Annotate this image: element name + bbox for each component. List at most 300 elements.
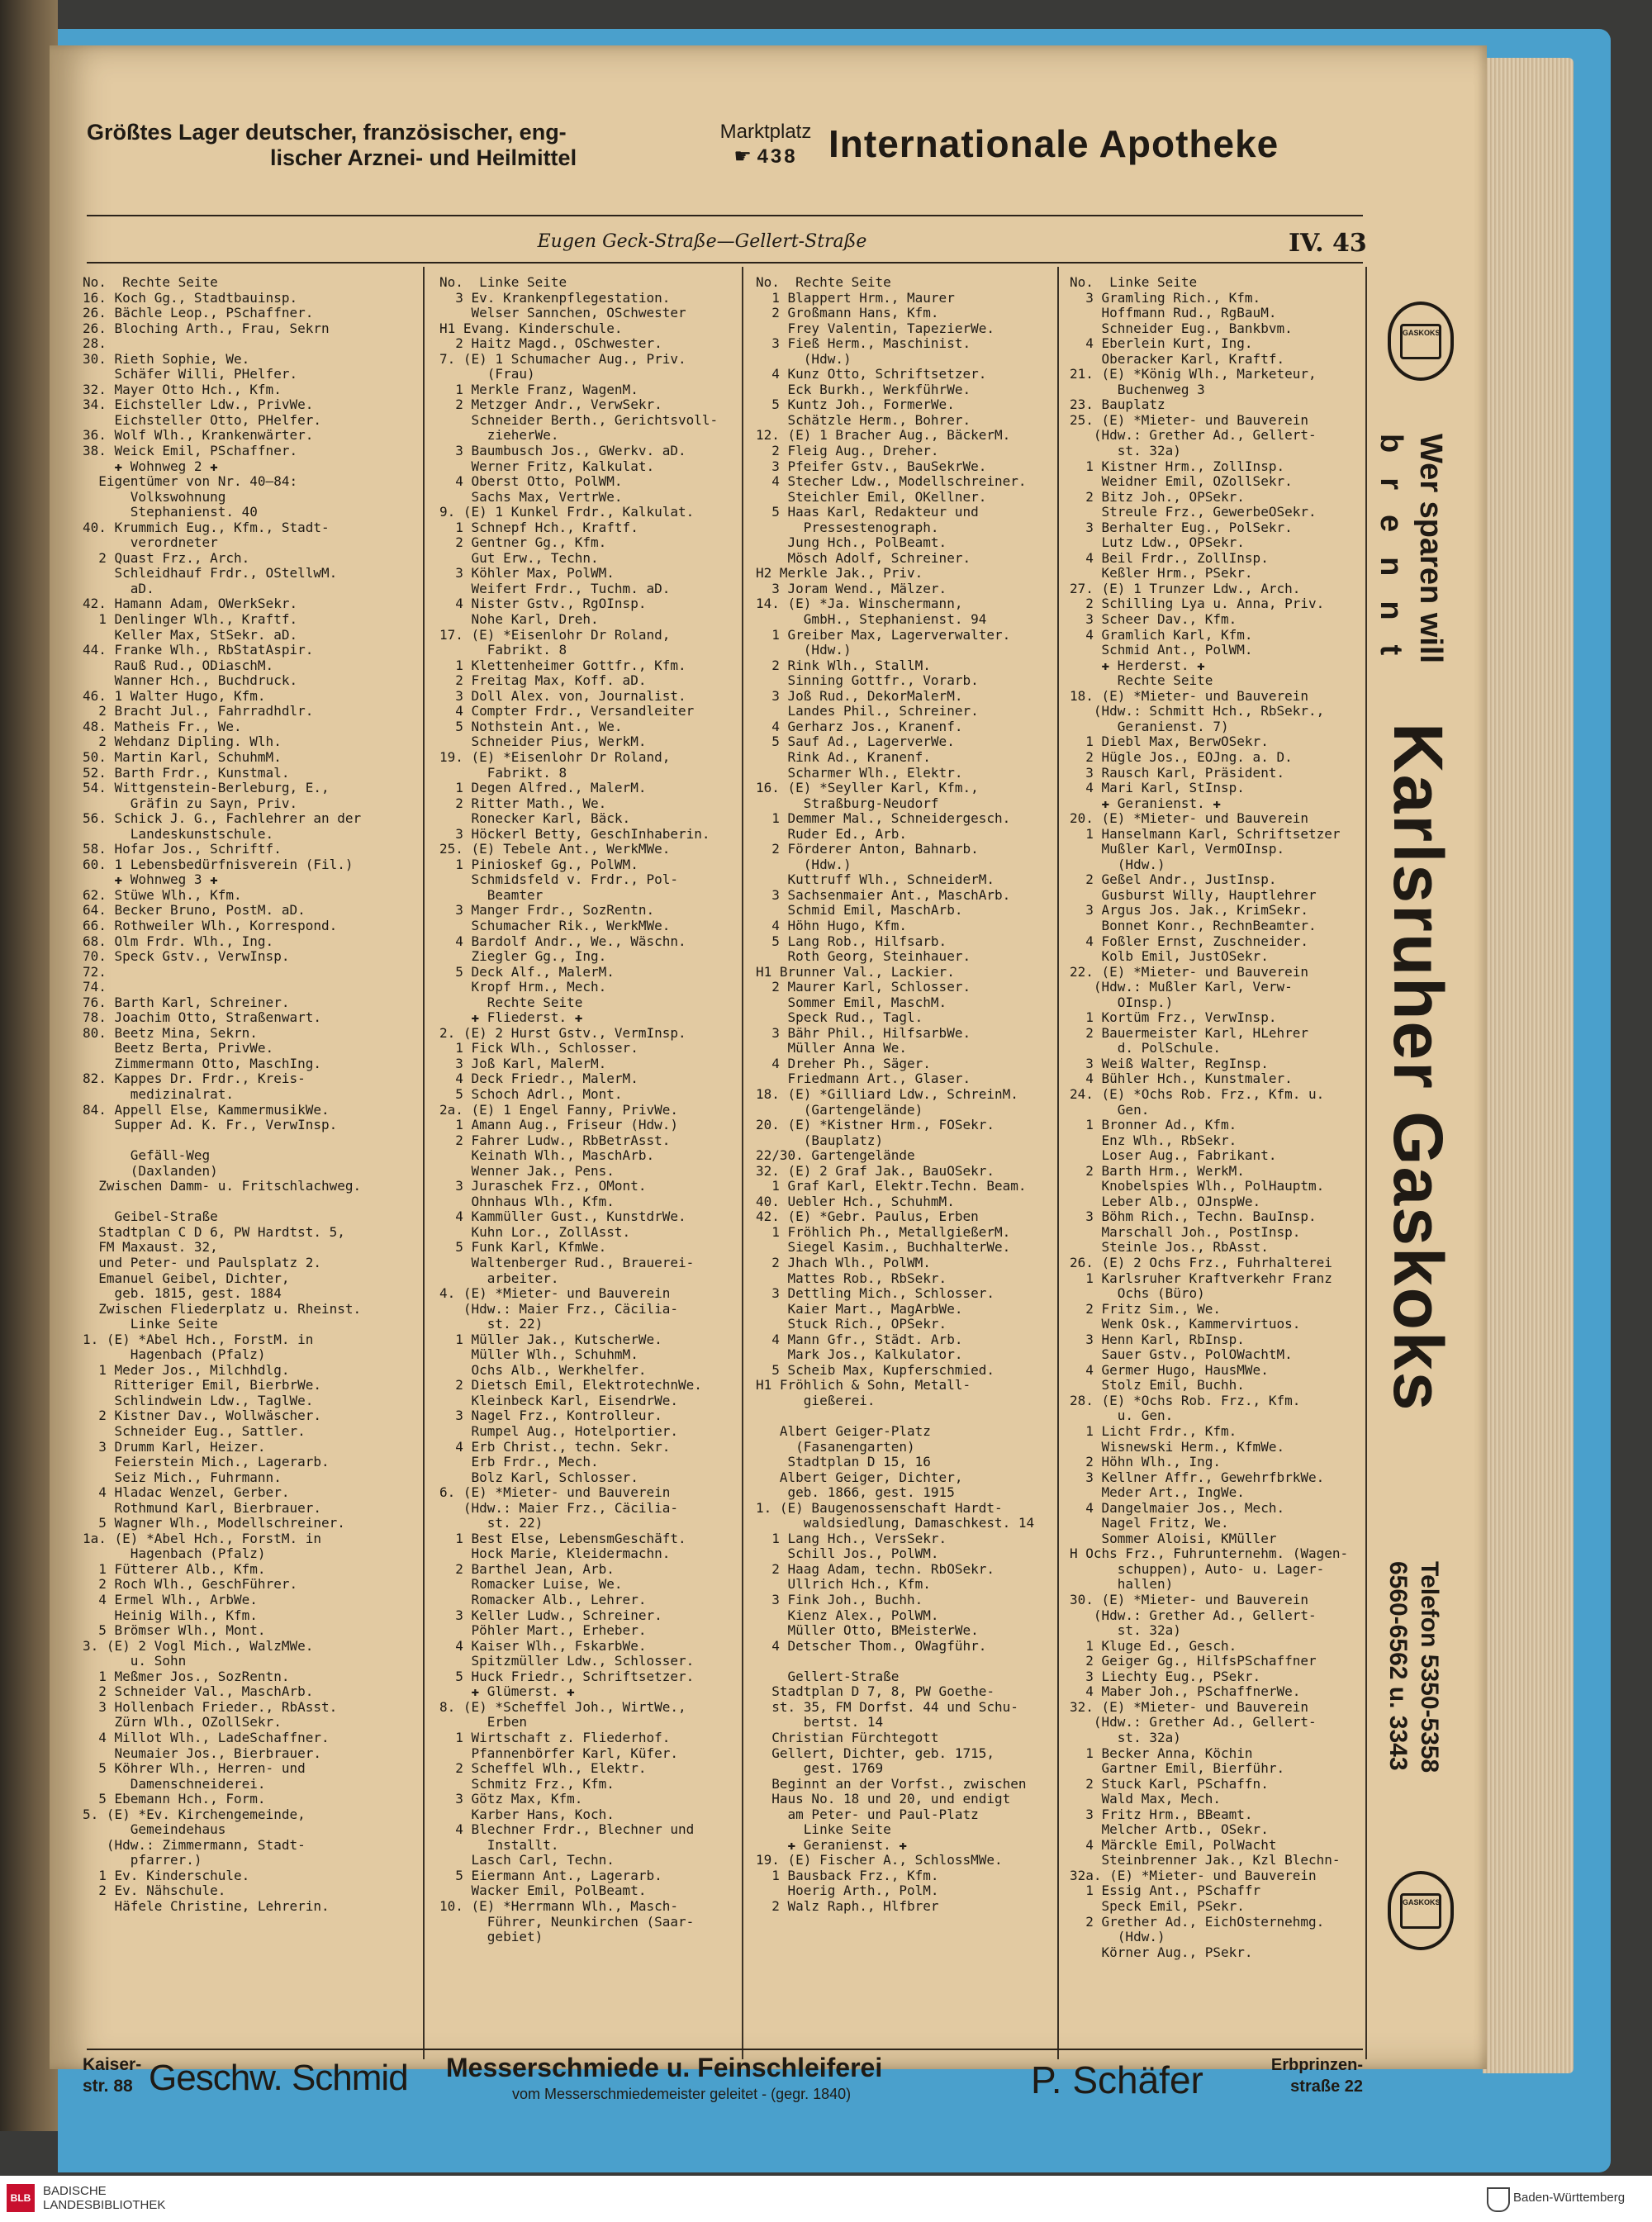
directory-line: gebiet) [439,1929,544,1945]
directory-line: 2 Haitz Magd., OSchwester. [439,335,662,352]
directory-line: 1 Schnepf Hch., Kraftf. [439,519,638,535]
directory-line: Zwischen Fliederplatz u. Rheinst. [83,1300,362,1317]
directory-line: 5 Nothstein Ant., We. [439,718,623,734]
directory-line: 18. (E) *Gilliard Ldw., SchreinM. [756,1085,1018,1102]
footer-shop-name: Geschw. Schmid [149,2058,408,2098]
directory-line: 1 Licht Frdr., Kfm. [1070,1423,1237,1440]
directory-line: 5 Kuntz Joh., FormerWe. [756,396,955,413]
directory-line: 3 Bähr Phil., HilfsarbWe. [756,1024,971,1041]
directory-line: 4 Kaiser Wlh., FskarbWe. [439,1637,647,1654]
directory-line: OInsp.) [1070,994,1174,1010]
directory-line: Eck Burkh., WerkführWe. [756,381,971,397]
directory-line: 28. [83,335,107,352]
directory-line: 12. (E) 1 Bracher Aug., BäckerM. [756,427,1011,444]
directory-line: Weidner Emil, OZollSekr. [1070,473,1293,490]
directory-line: 3 Köhler Max, PolWM. [439,565,615,582]
directory-line: Mattes Rob., RbSekr. [756,1270,947,1286]
directory-line: Bolz Karl, Schlosser. [439,1469,638,1485]
directory-line: Kuhn Lor., ZollAsst. [439,1223,631,1240]
page-number: IV. 43 [1289,229,1367,258]
footer-schaefer: P. Schäfer [1031,2058,1203,2101]
directory-line: Schneider Eug., Sattler. [83,1423,306,1440]
directory-line: 3 Doll Alex. von, Journalist. [439,687,686,704]
directory-line: 4 Kammüller Gust., KunstdrWe. [439,1208,686,1225]
directory-line: 3 Manger Frdr., SozRentn. [439,902,655,919]
directory-line: 80. Beetz Mina, Sekrn. [83,1024,258,1041]
gaskoks-badge-icon: GASKOKS [1388,1871,1454,1950]
directory-line: 4 Foßler Ernst, Zuschneider. [1070,933,1308,949]
side-ad-phone-2: 6560-6562 u. 3343 [1384,1561,1412,1771]
directory-line: u. Gen. [1070,1408,1174,1424]
directory-line: 2 Bauermeister Karl, HLehrer [1070,1024,1308,1041]
directory-line: No. Rechte Seite [83,275,218,290]
directory-column-3 [756,275,1045,1915]
directory-line: 26. Bächle Leop., PSchaffner. [83,305,314,321]
header-ad-line2: lischer Arznei- und Heilmittel [270,145,577,170]
directory-line: Neumaier Jos., Bierbrauer. [83,1745,321,1761]
directory-line: 82. Kappes Dr. Frdr., Kreis- [83,1071,306,1087]
directory-line: Hagenbach (Pfalz) [83,1346,266,1363]
directory-line: 22. (E) *Mieter- und Bauverein [1070,963,1308,980]
directory-line: 2 Metzger Andr., VerwSekr. [439,396,662,413]
directory-line: 4 Detscher Thom., OWagführ. [756,1637,987,1654]
directory-line: Gräfin zu Sayn, Priv. [83,795,298,811]
directory-line: ✚ Wohnweg 2 ✚ [83,458,218,474]
directory-line: Gellert-Straße [756,1668,900,1684]
directory-line: 2 Bracht Jul., Fahrradhdlr. [83,703,314,719]
directory-line: Zimmermann Otto, MaschIng. [83,1055,321,1071]
directory-line: Oberacker Karl, Kraftf. [1070,350,1285,367]
directory-line: 1 Essig Ant., PSchaffr [1070,1883,1261,1899]
directory-line: Gartner Emil, Bierführ. [1070,1760,1285,1777]
directory-line: d. PolSchule. [1070,1040,1222,1056]
directory-line: Landes Phil., Schreiner. [756,703,979,719]
directory-line: Volkswohnung [83,488,226,505]
directory-line: 2 Dietsch Emil, ElektrotechnWe. [439,1377,702,1393]
directory-line: 3 Joß Karl, MalerM. [439,1055,607,1071]
directory-line: (Gartengelände) [756,1101,923,1118]
directory-line: 2 Gentner Gg., Kfm. [439,534,607,551]
directory-line: 4 Millot Wlh., LadeSchaffner. [83,1729,330,1745]
directory-line: 2 Freitag Max, Koff. aD. [439,672,647,689]
directory-line: 84. Appell Else, KammermusikWe. [83,1101,330,1118]
directory-line: 3 Nagel Frz., Kontrolleur. [439,1408,662,1424]
directory-line: (Hdw.: Zimmermann, Stadt- [83,1836,306,1853]
directory-line: 1 Demmer Mal., Schneidergesch. [756,810,1011,827]
directory-line: GmbH., Stephanienst. 94 [756,611,987,628]
directory-line: 3 Kellner Affr., GewehrfbrkWe. [1070,1469,1325,1485]
directory-line: ✚ Geranienst. ✚ [1070,795,1222,811]
directory-line: ✚ Geranienst. ✚ [756,1836,908,1853]
directory-line: 5 Deck Alf., MalerM. [439,963,615,980]
directory-line: st. 32a) [1070,443,1181,459]
pharmacy-title: Internationale Apotheke [828,122,1279,165]
directory-line: Mark Jos., Kalkulator. [756,1346,963,1363]
directory-line: H2 Merkle Jak., Priv. [756,565,923,582]
directory-line: 2 Höhn Wlh., Ing. [1070,1454,1222,1470]
directory-line [83,1194,409,1210]
directory-line: 2 Jhach Wlh., PolWM. [756,1255,931,1270]
directory-line: 25. (E) *Mieter- und Bauverein [1070,411,1308,428]
directory-line: 3 Sachsenmaier Ant., MaschArb. [756,886,1011,903]
directory-line: 1 Best Else, LebensmGeschäft. [439,1530,686,1546]
directory-line: 3 Rausch Karl, Präsident. [1070,764,1285,781]
directory-line: ✚ Fliederst. ✚ [439,1009,583,1026]
directory-line: Geibel-Straße [83,1208,218,1225]
directory-line: 1 Hanselmann Karl, Schriftsetzer [1070,825,1341,842]
directory-line: 20. (E) *Kistner Hrm., FOSekr. [756,1117,995,1133]
directory-line: st. 22) [439,1316,544,1332]
directory-line: 66. Rothweiler Wlh., Korrespond. [83,917,338,933]
directory-line: No. Linke Seite [439,275,567,290]
directory-line: Hagenbach (Pfalz) [83,1545,266,1562]
directory-line: 2 Schneider Val., MaschArb. [83,1683,314,1700]
directory-line: aD. [83,580,154,596]
directory-line: 4 Nister Gstv., RgOInsp. [439,596,647,612]
directory-line: Ronecker Karl, Bäck. [439,810,631,827]
directory-line: 24. (E) *Ochs Rob. Frz., Kfm. u. [1070,1085,1325,1102]
directory-line: 5 Funk Karl, KfmWe. [439,1239,607,1256]
directory-line: Gemeindehaus [83,1821,226,1838]
directory-line: medizinalrat. [83,1085,235,1102]
directory-line: Jung Hch., PolBeamt. [756,534,947,551]
directory-line: (Hdw.: Grether Ad., Gellert- [1070,1714,1317,1731]
directory-line: 19. (E) *Eisenlohr Dr Roland, [439,748,671,765]
gaskoks-side-advertisement [1374,301,1474,1906]
directory-line: 3 Berhalter Eug., PolSekr. [1070,519,1293,535]
directory-line: 38. Weick Emil, PSchaffner. [83,443,298,459]
directory-line: Gut Erw., Techn. [439,549,599,566]
directory-line: 1 Degen Alfred., MalerM. [439,780,647,796]
directory-line: 1 Kistner Hrm., ZollInsp. [1070,458,1285,474]
directory-line: 1 Bausback Frz., Kfm. [756,1867,939,1883]
column-divider [1057,267,1059,2059]
directory-line: Schätzle Herm., Bohrer. [756,411,971,428]
directory-line: 1 Kortüm Frz., VerwInsp. [1070,1009,1277,1026]
directory-line: Kolb Emil, JustOSekr. [1070,948,1269,965]
directory-line: 27. (E) 1 Trunzer Ldw., Arch. [1070,580,1301,596]
directory-line: 5 Schoch Adrl., Mont. [439,1085,623,1102]
directory-line: st. 22) [439,1515,544,1531]
directory-line: 2 Großmann Hans, Kfm. [756,305,939,321]
directory-line: 44. Franke Wlh., RbStatAspir. [83,642,314,658]
directory-line: 16. Koch Gg., Stadtbauinsp. [83,289,298,306]
directory-line: 26. (E) 2 Ochs Frz., Fuhrhalterei [1070,1255,1332,1270]
directory-line: Damenschneiderei. [83,1775,266,1792]
bw-name: Baden-Württemberg [1513,2191,1626,2205]
directory-line: (Hdw.: Grether Ad., Gellert- [1070,1607,1317,1623]
running-head: Eugen Geck-Straße—Gellert-Straße [537,231,867,252]
directory-line: (Bauplatz) [756,1132,884,1148]
directory-line: Führer, Neunkirchen (Saar- [439,1913,695,1930]
directory-line: 5. (E) *Ev. Kirchengemeinde, [83,1806,306,1822]
directory-line: 4 Hladac Wenzel, Gerber. [83,1484,290,1501]
directory-line: 4 Oberst Otto, PolWM. [439,473,623,490]
directory-line: st. 32a) [1070,1622,1181,1639]
directory-line: Schmidsfeld v. Frdr., Pol- [439,871,678,888]
directory-line: 58. Hofar Jos., Schriftf. [83,841,282,857]
directory-line: 1 Merkle Franz, WagenM. [439,381,638,397]
directory-line: Nagel Fritz, We. [1070,1515,1229,1531]
directory-line: hallen) [1070,1576,1174,1593]
directory-line: 21. (E) *König Wlh., Marketeur, [1070,366,1317,382]
directory-line: 1 Müller Jak., KutscherWe. [439,1331,662,1347]
directory-line: Müller Anna We. [756,1040,908,1056]
directory-line: Werner Fritz, Kalkulat. [439,458,655,474]
directory-line: 3 Baumbusch Jos., GWerkv. aD. [439,443,686,459]
directory-line: Feierstein Mich., Lagerarb. [83,1454,330,1470]
running-head-rule [87,262,1363,264]
directory-line: 4 Dangelmaier Jos., Mech. [1070,1499,1285,1516]
directory-line: 4 Compter Frdr., Versandleiter [439,703,695,719]
directory-line: Karber Hans, Koch. [439,1806,615,1822]
directory-line: 2 Roch Wlh., GeschFührer. [83,1576,298,1593]
directory-line: Enz Wlh., RbSekr. [1070,1132,1237,1148]
directory-line: 1 Fick Wlh., Schlosser. [439,1040,638,1056]
directory-line: Romacker Luise, We. [439,1576,623,1593]
directory-line: 1 Wirtschaft z. Fliederhof. [439,1729,671,1745]
directory-line [756,1654,1045,1669]
directory-line: 17. (E) *Eisenlohr Dr Roland, [439,626,671,643]
column-divider [1365,267,1367,2059]
directory-line: 40. Krummich Eug., Kfm., Stadt- [83,519,330,535]
directory-line: 3 Pfeifer Gstv., BauSekrWe. [756,458,987,474]
directory-line: Rechte Seite [439,994,583,1010]
directory-line [756,1408,1045,1424]
directory-line: 3 Gramling Rich., Kfm. [1070,289,1261,306]
directory-line: Ochs Alb., Werkhelfer. [439,1361,647,1378]
directory-line: Ziegler Gg., Ing. [439,948,607,965]
directory-line: Beetz Berta, PrivWe. [83,1040,274,1056]
directory-line: 3 Henn Karl, RbInsp. [1070,1331,1245,1347]
directory-line: Hoerig Arth., PolM. [756,1883,939,1899]
directory-line: Buchenweg 3 [1070,381,1205,397]
directory-line: Streule Frz., GewerbeOSekr. [1070,504,1317,520]
directory-line: 32. Mayer Otto Hch., Kfm. [83,381,282,397]
directory-line: 2 Barth Hrm., WerkM. [1070,1162,1245,1179]
header-market-phone [716,120,815,169]
directory-line: Lasch Carl, Techn. [439,1852,615,1868]
header-ad-line1: Größtes Lager deutscher, französischer, eng- [87,120,567,145]
directory-line: Rothmund Karl, Bierbrauer. [83,1499,321,1516]
directory-line: Frey Valentin, TapezierWe. [756,320,995,336]
directory-line: verordneter [83,534,218,551]
directory-line: 4 Germer Hugo, HausMWe. [1070,1361,1269,1378]
directory-line: 18. (E) *Mieter- und Bauverein [1070,687,1308,704]
directory-line: Melcher Artb., OSekr. [1070,1821,1269,1838]
directory-line: 3 Joram Wend., Mälzer. [756,580,947,596]
directory-line: Ullrich Hch., Kfm. [756,1576,931,1593]
directory-line: Waltenberger Rud., Brauerei- [439,1255,695,1270]
directory-line: 10. (E) *Herrmann Wlh., Masch- [439,1897,678,1914]
directory-line: Linke Seite [83,1316,218,1332]
directory-line: Keller Max, StSekr. aD. [83,626,298,643]
directory-line: Steinbrenner Jak., Kzl Blechn- [1070,1852,1341,1868]
directory-line: 32a. (E) *Mieter- und Bauverein [1070,1867,1317,1883]
directory-line: 3 Scheer Dav., Kfm. [1070,611,1237,628]
directory-line: 4 Erb Christ., techn. Sekr. [439,1438,671,1455]
directory-line: 4 Blechner Frdr., Blechner und [439,1821,695,1838]
footer-shop-tagline: Messerschmiede u. Feinschleiferei [446,2053,883,2082]
directory-line: Erb Frdr., Mech. [439,1454,599,1470]
directory-line: 4 Kunz Otto, Schriftsetzer. [756,366,987,382]
directory-line: 4 Mari Karl, StInsp. [1070,780,1245,796]
directory-line: 30. Rieth Sophie, We. [83,350,250,367]
directory-line: 2 Grether Ad., EichOsternehmg. [1070,1913,1325,1930]
directory-line: Spitzmüller Ldw., Schlosser. [439,1653,695,1669]
directory-line: Schäfer Willi, PHelfer. [83,366,298,382]
directory-line: No. Rechte Seite [756,275,891,290]
directory-line: Albert Geiger, Dichter, [756,1469,963,1485]
directory-line: Ochs (Büro) [1070,1285,1205,1302]
directory-line: Stuck Rich., OPSekr. [756,1316,947,1332]
footer-address-right: Erbprinzen- straße 22 [1270,2056,1363,2096]
directory-line: 2 Rink Wlh., StallM. [756,657,931,673]
directory-line: 52. Barth Frdr., Kunstmal. [83,764,290,781]
directory-line: 3 Liechty Eug., PSekr. [1070,1668,1261,1684]
directory-line: Gefäll-Weg [83,1147,211,1164]
directory-line: 1 Meder Jos., Milchhdlg. [83,1361,290,1378]
directory-line: Schumacher Rik., WerkMWe. [439,917,671,933]
blb-name: BADISCHE LANDESBIBLIOTHEK [43,2184,166,2212]
directory-line: 72. [83,963,107,980]
directory-line: (Frau) [439,366,535,382]
directory-line: Romacker Alb., Lehrer. [439,1592,647,1608]
directory-line: Emanuel Geibel, Dichter, [83,1270,290,1286]
directory-line: 4 Märckle Emil, PolWacht [1070,1836,1277,1853]
directory-line: 3 Argus Jos. Jak., KrimSekr. [1070,902,1308,919]
directory-line: Meder Art., IngWe. [1070,1484,1245,1501]
directory-line: 7. (E) 1 Schumacher Aug., Priv. [439,350,686,367]
directory-line: 4 Deck Friedr., MalerM. [439,1071,638,1087]
directory-line: Weifert Frdr., Tuchm. aD. [439,580,671,596]
header-advertisement [87,112,1359,211]
directory-line: 2 Haag Adam, techn. RbOSekr. [756,1560,995,1577]
directory-line: 78. Joachim Otto, Straßenwart. [83,1009,321,1026]
directory-line: 4 Maber Joh., PSchaffnerWe. [1070,1683,1301,1700]
directory-line: ✚ Glümerst. ✚ [439,1683,575,1700]
directory-line: 3 Ev. Krankenpflegestation. [439,289,671,306]
directory-line: gest. 1769 [756,1760,884,1777]
directory-line: 5 Haas Karl, Redakteur und [756,504,979,520]
directory-line: Roth Georg, Steinhauer. [756,948,971,965]
directory-line: 3 Böhm Rich., Techn. BauInsp. [1070,1208,1317,1225]
directory-line: 1 Fütterer Alb., Kfm. [83,1560,266,1577]
directory-line: 9. (E) 1 Kunkel Frdr., Kalkulat. [439,504,695,520]
directory-line: 3 Fink Joh., Buchh. [756,1592,923,1608]
directory-line: 3 Joß Rud., DekorMalerM. [756,687,963,704]
directory-line: Landeskunstschule. [83,825,274,842]
directory-line: 3 Drumm Karl, Heizer. [83,1438,266,1455]
directory-line: H1 Fröhlich & Sohn, Metall- [756,1377,971,1393]
directory-line: geb. 1866, gest. 1915 [756,1484,955,1501]
directory-line: 4 Beil Frdr., ZollInsp. [1070,549,1269,566]
directory-line: ✚ Wohnweg 3 ✚ [83,871,218,888]
directory-column-2 [439,275,729,1945]
directory-line: 5 Huck Friedr., Schriftsetzer. [439,1668,695,1684]
directory-column-4 [1070,275,1359,1960]
directory-line: (Hdw.: Schmitt Hch., RbSekr., [1070,703,1325,719]
directory-line: 25. (E) Tebele Ant., WerkMWe. [439,841,671,857]
directory-line: 42. (E) *Gebr. Paulus, Erben [756,1208,979,1225]
directory-line: und Peter- und Paulsplatz 2. [83,1255,321,1270]
directory-line: Kropf Hrm., Mech. [439,979,607,995]
column-divider [423,267,425,2059]
directory-line: Supper Ad. K. Fr., VerwInsp. [83,1117,338,1133]
directory-line: schuppen), Auto- u. Lager- [1070,1560,1325,1577]
directory-line: 1 Blappert Hrm., Maurer [756,289,955,306]
directory-line: st. 35, FM Dorfst. 44 und Schu- [756,1698,1018,1715]
directory-line [83,1133,409,1149]
directory-line: 4 Stecher Ldw., Modellschreiner. [756,473,1027,490]
directory-line: 22/30. Gartengelände [756,1147,915,1164]
directory-line: 56. Schick J. G., Fachlehrer an der [83,810,362,827]
directory-line: FM Maxaust. 32, [83,1239,218,1256]
directory-line: 3 Fieß Herm., Maschinist. [756,335,971,352]
directory-line: Rink Ad., Kranenf. [756,748,931,765]
directory-line: Ritteriger Emil, BierbrWe. [83,1377,321,1393]
directory-line: (Daxlanden) [83,1162,218,1179]
directory-line: 5 Lang Rob., Hilfsarb. [756,933,947,949]
directory-line: Stephanienst. 40 [83,504,258,520]
directory-line: 4 Gerharz Jos., Kranenf. [756,718,963,734]
directory-line: Pressestenograph. [756,519,939,535]
directory-line: Rechte Seite [1070,672,1213,689]
directory-line: u. Sohn [83,1653,187,1669]
directory-line: st. 32a) [1070,1729,1181,1745]
directory-line: Zwischen Damm- u. Fritschlachweg. [83,1178,362,1194]
directory-line: 48. Matheis Fr., We. [83,718,242,734]
directory-line: 3 Hollenbach Frieder., RbAsst. [83,1698,338,1715]
directory-line: Friedmann Art., Glaser. [756,1071,971,1087]
directory-line: No. Linke Seite [1070,275,1198,290]
directory-line: 2 Fritz Sim., We. [1070,1300,1222,1317]
directory-line: 3. (E) 2 Vogl Mich., WalzMWe. [83,1637,314,1654]
directory-line: ✚ Herderst. ✚ [1070,657,1205,673]
directory-line: 2 Geiger Gg., HilfsPSchaffner [1070,1653,1317,1669]
directory-line: Lutz Ldw., OPSekr. [1070,534,1245,551]
directory-line: 4 Bardolf Andr., We., Wäschn. [439,933,686,949]
directory-line: Schmid Ant., PolWM. [1070,642,1253,658]
directory-line: gießerei. [756,1392,876,1408]
directory-line: 50. Martin Karl, SchuhmM. [83,748,282,765]
gaskoks-badge-icon: GASKOKS [1388,301,1454,381]
directory-line: 5 Scheib Max, Kupferschmied. [756,1361,995,1378]
directory-line: 30. (E) *Mieter- und Bauverein [1070,1592,1308,1608]
directory-line: Stadtplan D 7, 8, PW Goethe- [756,1683,995,1700]
directory-line: Fabrikt. 8 [439,642,567,658]
directory-line: Erben [439,1714,527,1731]
directory-line: Beamter [439,886,544,903]
directory-line: zieherWe. [439,427,559,444]
directory-line: Schlindwein Ldw., TaglWe. [83,1392,314,1408]
directory-line: 2 Geßel Andr., JustInsp. [1070,871,1277,888]
side-ad-slogan-2: brennt [1374,434,1408,681]
directory-line: 4. (E) *Mieter- und Bauverein [439,1285,671,1302]
blb-logo-icon: BLB [7,2184,35,2212]
directory-line: 5 Brömser Wlh., Mont. [83,1622,266,1639]
directory-line: Speck Emil, PSekr. [1070,1897,1245,1914]
directory-line: 2 Stuck Karl, PSchaffn. [1070,1775,1269,1792]
directory-line: 3 Weiß Walter, RegInsp. [1070,1055,1269,1071]
header-rule [87,215,1363,216]
directory-line: Schmitz Frz., Kfm. [439,1775,615,1792]
directory-line: (Hdw.) [756,642,852,658]
directory-line: Nohe Karl, Dreh. [439,611,599,628]
directory-line: 2 Scheffel Wlh., Elektr. [439,1760,647,1777]
directory-line: 54. Wittgenstein-Berleburg, E., [83,780,330,796]
directory-line: 1. (E) Baugenossenschaft Hardt- [756,1499,1003,1516]
